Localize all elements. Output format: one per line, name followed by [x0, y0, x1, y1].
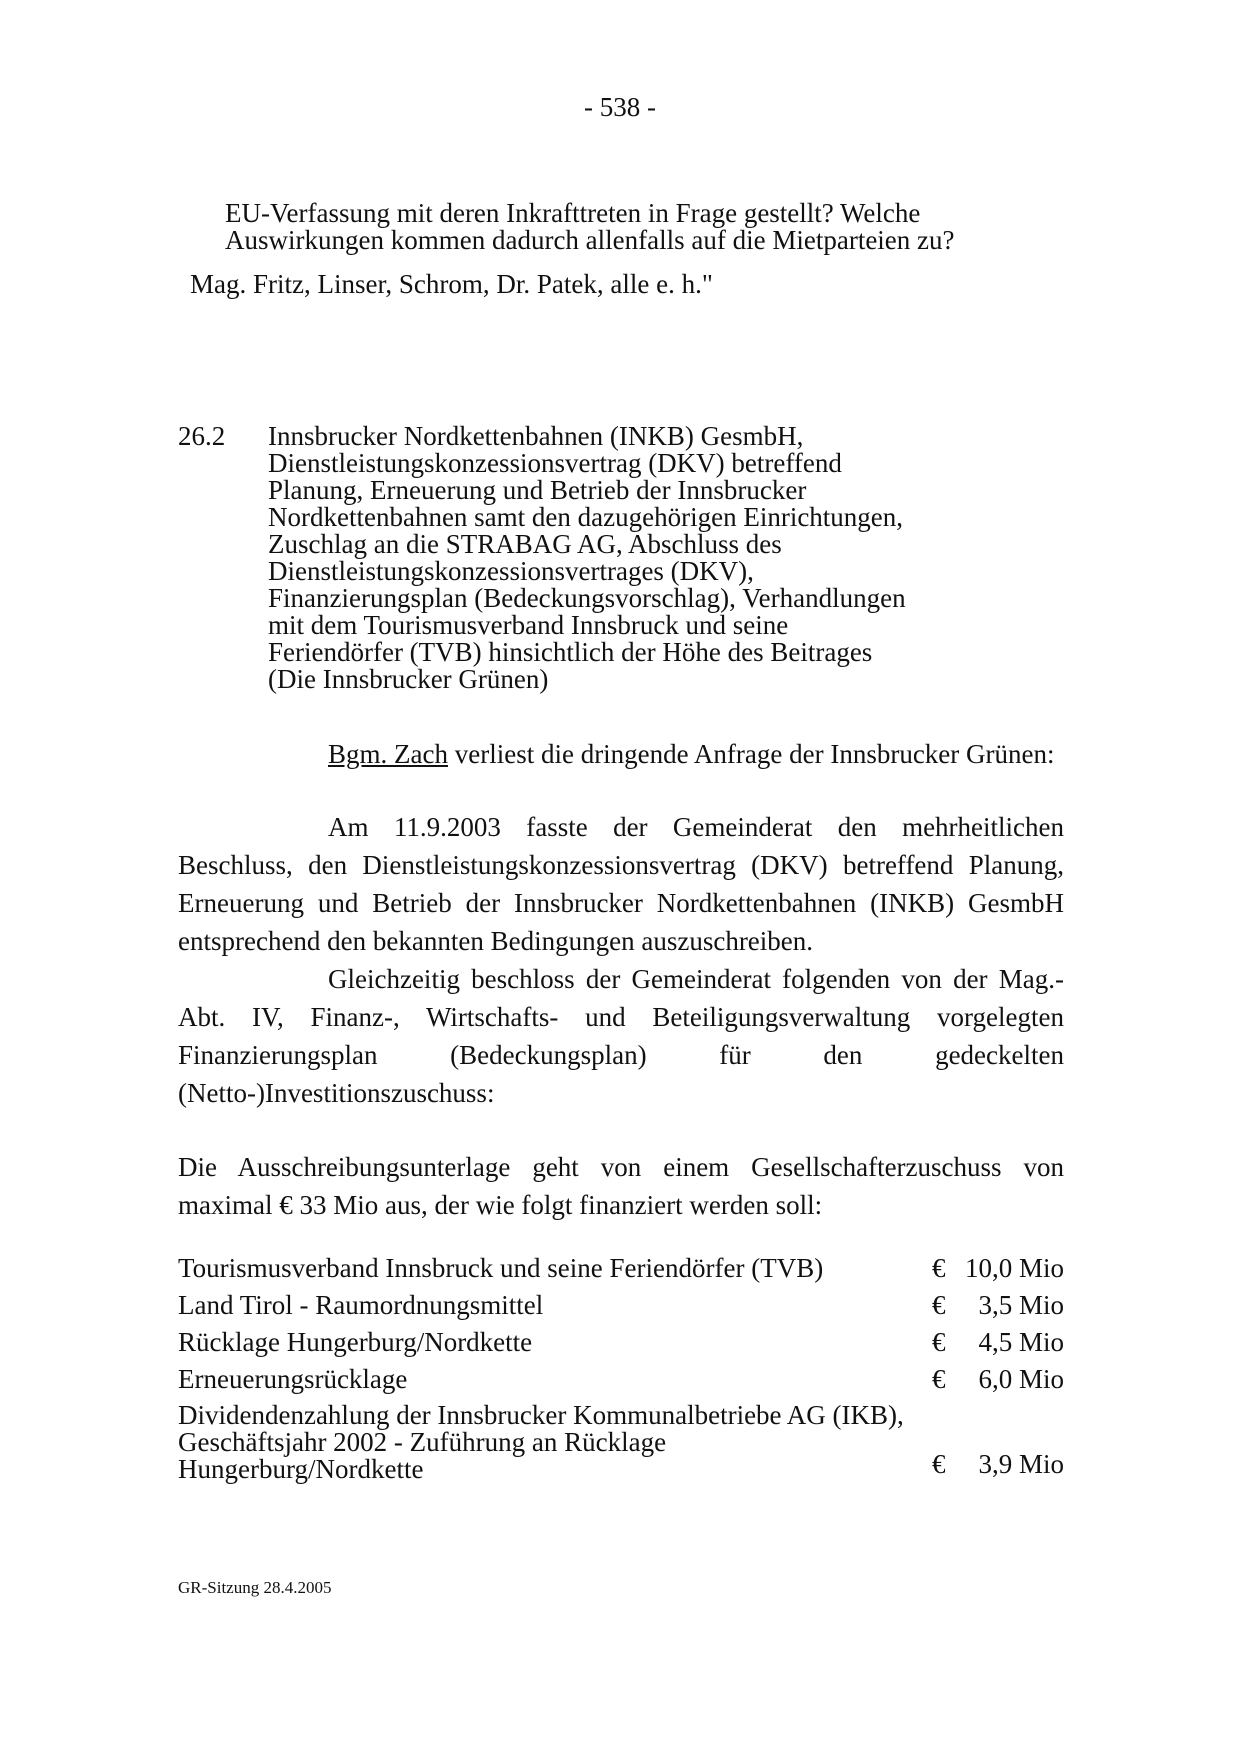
reading-paragraph — [178, 735, 1064, 773]
financing-row — [178, 1361, 1064, 1398]
financing-row — [178, 1324, 1064, 1361]
question-tail: EU-Verfassung mit deren Inkrafttreten in Frage gestellt? Welche Auswirkungen kommen dadurch allenfalls auf die Mietparteien zu? — [225, 198, 955, 255]
amount-value: 3,9 Mio — [978, 1449, 1064, 1479]
page-number: - 538 - — [584, 92, 656, 122]
financing-row — [178, 1250, 1064, 1287]
agenda-title: Innsbrucker Nordkettenbahnen (INKB) GesmbH, Dienstleistungskonzessionsvertrag (DKV) betreffend Planung, Erneuerung und Betrieb der Innsbrucker Nordkettenbahnen samt den dazugehörigen Einrichtungen, Zuschlag an die STRABAG AG, Abschluss des Dienstleistungskonzessionsvertrages (DKV), Finanzierungsplan (Bedeckungsvorschlag), Verhandlungen mit dem Tourismusverband Innsbruck und seine Feriendörfer (TVB) hinsichtlich der Höhe des Beitrages (Die Innsbrucker Grünen) — [268, 421, 906, 694]
reading-text: verliest die dringende Anfrage der Innsbrucker Grünen: — [447, 739, 1055, 769]
financing-table — [178, 1250, 1064, 1483]
amount-value: 3,5 Mio — [978, 1290, 1064, 1320]
financing-label: Land Tirol - Raumordnungsmittel — [178, 1290, 544, 1320]
financing-amount — [932, 1361, 1064, 1398]
financing-amount — [932, 1324, 1064, 1361]
resolution-paragraph: Am 11.9.2003 fasste der Gemeinderat den mehrheitlichen Beschluss, den Dienstleistungskonzessionsvertrag (DKV) betreffend Planung, Erneuerung und Betrieb der Innsbrucker Nordkettenbahnen (INKB) GesmbH entsprechend den bekannten Bedingungen auszuschreiben. — [178, 812, 1064, 956]
currency-symbol: € — [932, 1364, 946, 1394]
agenda-number: 26.2 — [178, 421, 226, 451]
amount-value: 10,0 Mio — [964, 1253, 1064, 1283]
financing-row — [178, 1398, 1064, 1483]
amount-value: 6,0 Mio — [978, 1364, 1064, 1394]
currency-symbol: € — [932, 1290, 946, 1320]
amount-value: 4,5 Mio — [978, 1327, 1064, 1357]
tender-paragraph: Die Ausschreibungsunterlage geht von einem Gesellschafterzuschuss von maximal € 33 Mio aus, der wie folgt finanziert werden soll: — [178, 1152, 1064, 1220]
financing-amount — [932, 1287, 1064, 1324]
currency-symbol: € — [932, 1327, 946, 1357]
financing-amount — [932, 1250, 1064, 1287]
financing-label: Rücklage Hungerburg/Nordkette — [178, 1327, 533, 1357]
financing-amount — [932, 1446, 1064, 1483]
footer-session-date: GR-Sitzung 28.4.2005 — [178, 1578, 332, 1597]
financing-row — [178, 1287, 1064, 1324]
plan-paragraph: Gleichzeitig beschloss der Gemeinderat folgenden von der Mag.-Abt. IV, Finanz-, Wirtschafts- und Beteiligungsverwaltung vorgelegten Finanzierungsplan (Bedeckungsplan) für den gedeckelten (Netto-)Investitionszuschuss: — [178, 964, 1064, 1108]
currency-symbol: € — [932, 1449, 946, 1479]
financing-label: Tourismusverband Innsbruck und seine Feriendörfer (TVB) — [178, 1253, 824, 1283]
financing-label: Erneuerungsrücklage — [178, 1364, 408, 1394]
speaker-name: Bgm. Zach — [328, 739, 448, 769]
currency-symbol: € — [932, 1253, 946, 1283]
financing-label: Dividendenzahlung der Innsbrucker Kommunalbetriebe AG (IKB), Geschäftsjahr 2002 - Zuführung an Rücklage Hungerburg/Nordkette — [178, 1400, 904, 1484]
signatures: Mag. Fritz, Linser, Schrom, Dr. Patek, alle e. h." — [190, 269, 713, 299]
